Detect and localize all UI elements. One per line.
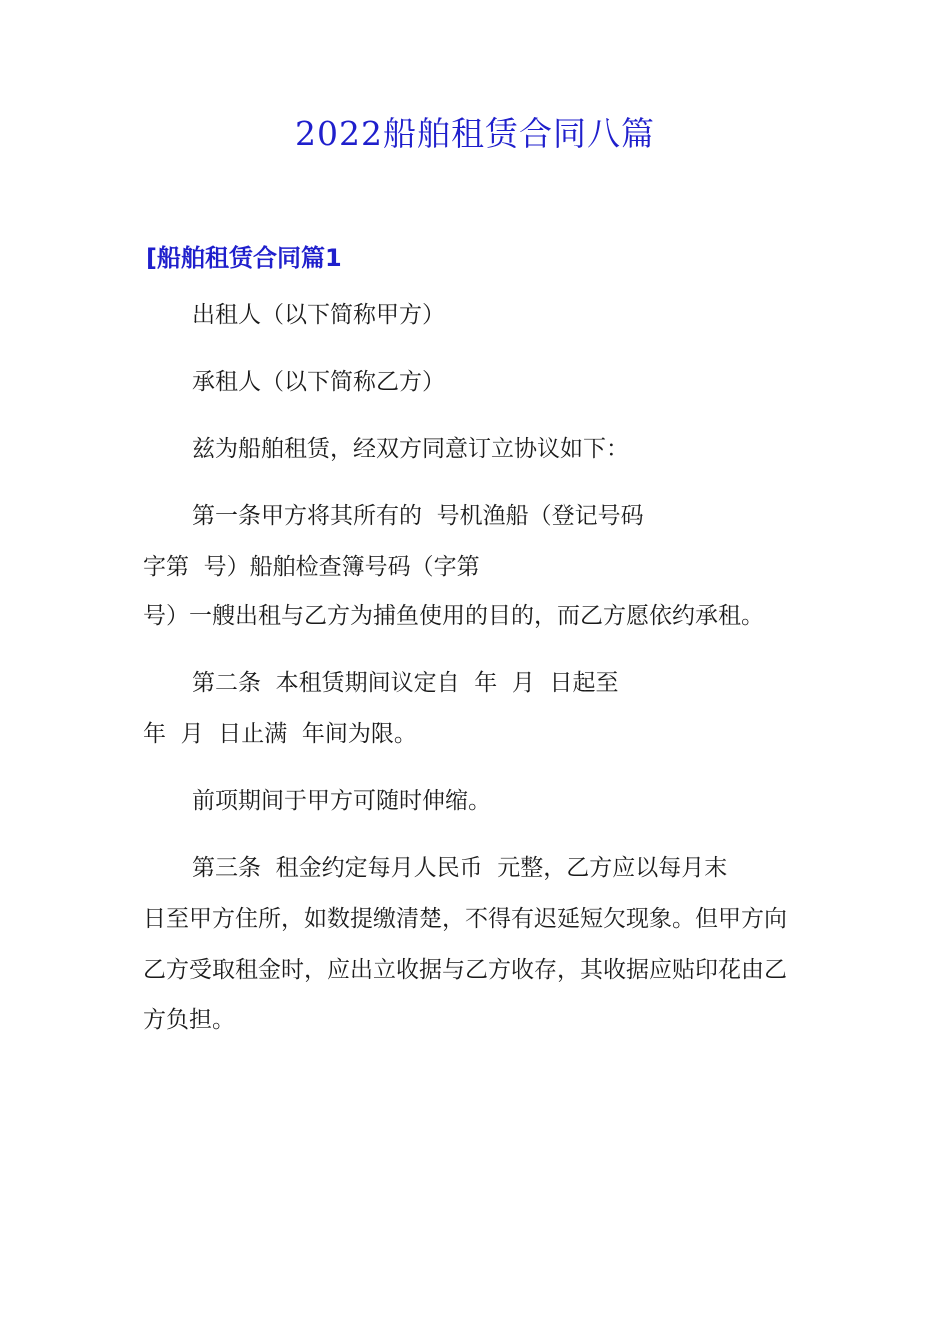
paragraph-line: 前项期间于甲方可随时伸缩。 [192, 788, 491, 814]
document-title: 2022船舶租赁合同八篇 [295, 114, 655, 153]
paragraph-line: 出租人（以下简称甲方） [192, 302, 445, 328]
paragraph-line: 方负担。 [143, 1007, 235, 1033]
paragraph-line: 第二条 本租赁期间议定自 年 月 日起至 [192, 670, 619, 696]
paragraph-line: 第三条 租金约定每月人民币 元整，乙方应以每月末 [192, 855, 728, 881]
paragraph-line: 日至甲方住所，如数提缴清楚，不得有迟延短欠现象。但甲方向 [143, 906, 787, 932]
paragraph-line: 兹为船舶租赁，经双方同意订立协议如下： [192, 436, 629, 462]
paragraph-line: 年 月 日止满 年间为限。 [143, 721, 417, 747]
paragraph-line: 承租人（以下简称乙方） [192, 369, 445, 395]
paragraph-line: 乙方受取租金时，应出立收据与乙方收存，其收据应贴印花由乙 [143, 957, 787, 983]
paragraph-line: 字第 号）船舶检查簿号码（字第 [143, 554, 480, 580]
section-heading: [船舶租赁合同篇1 [146, 244, 342, 272]
paragraph-line: 号）一艘出租与乙方为捕鱼使用的目的，而乙方愿依约承租。 [143, 603, 764, 629]
paragraph-line: 第一条甲方将其所有的 号机渔船（登记号码 [192, 503, 644, 529]
